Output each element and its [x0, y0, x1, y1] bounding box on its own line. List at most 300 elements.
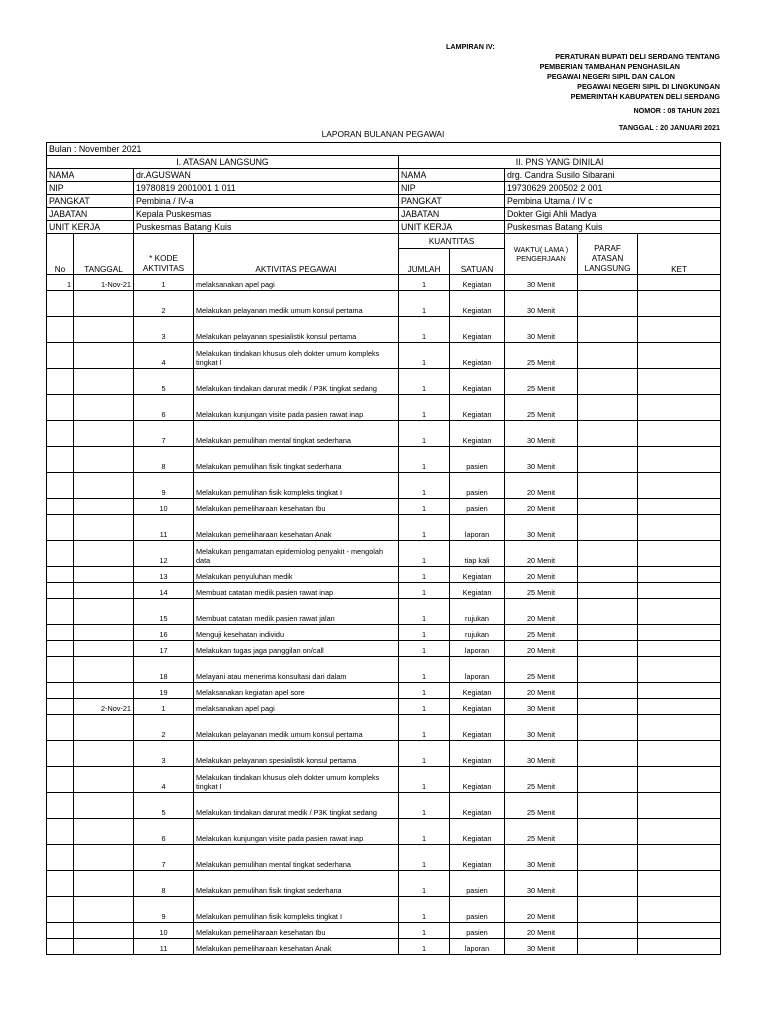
row-paraf	[578, 515, 638, 541]
row-waktu: 30 Menit	[505, 871, 578, 897]
row-satuan: pasien	[450, 923, 505, 939]
row-paraf	[578, 683, 638, 699]
regulation-line: PEGAWAI NEGERI SIPIL DAN CALON	[546, 72, 675, 81]
row-satuan: laporan	[450, 641, 505, 657]
table-row	[47, 599, 721, 625]
regulation-line: PEMERINTAH KABUPATEN DELI SERDANG	[570, 92, 720, 101]
row-satuan: Kegiatan	[450, 793, 505, 819]
row-no	[47, 819, 74, 845]
row-no	[47, 845, 74, 871]
table-row	[47, 793, 721, 819]
row-aktivitas: melaksanakan apel pagi	[194, 275, 399, 291]
row-ket	[638, 291, 721, 317]
row-kode: 16	[134, 625, 194, 641]
row-paraf	[578, 567, 638, 583]
table-row	[47, 923, 721, 939]
row-paraf	[578, 473, 638, 499]
row-satuan: laporan	[450, 657, 505, 683]
table-row	[47, 317, 721, 343]
row-waktu: 30 Menit	[505, 291, 578, 317]
info-row	[47, 221, 721, 234]
atasan-field-label: NAMA	[47, 169, 134, 182]
regulation-line: PERATURAN BUPATI DELI SERDANG TENTANG	[555, 52, 720, 61]
row-no	[47, 897, 74, 923]
row-satuan: Kegiatan	[450, 819, 505, 845]
regulation-nomor: NOMOR : 08 TAHUN 2021	[633, 106, 720, 115]
table-row	[47, 939, 721, 955]
row-no	[47, 641, 74, 657]
pns-field-value: Puskesmas Batang Kuis	[505, 221, 721, 234]
row-jumlah: 1	[399, 343, 450, 369]
row-tanggal	[74, 395, 134, 421]
row-kode: 11	[134, 939, 194, 955]
row-jumlah: 1	[399, 923, 450, 939]
row-aktivitas: Melakukan tindakan khusus oleh dokter umum kompleks tingkat I	[194, 343, 399, 369]
row-satuan: Kegiatan	[450, 741, 505, 767]
row-kode: 17	[134, 641, 194, 657]
row-tanggal	[74, 583, 134, 599]
row-ket	[638, 939, 721, 955]
row-paraf	[578, 641, 638, 657]
row-tanggal	[74, 343, 134, 369]
row-waktu: 25 Menit	[505, 657, 578, 683]
row-satuan: Kegiatan	[450, 767, 505, 793]
row-aktivitas: Melakukan pemulihan mental tingkat sederhana	[194, 421, 399, 447]
row-waktu: 30 Menit	[505, 515, 578, 541]
row-paraf	[578, 583, 638, 599]
row-aktivitas: melaksanakan apel pagi	[194, 699, 399, 715]
row-ket	[638, 625, 721, 641]
lampiran-label: LAMPIRAN IV:	[446, 42, 495, 51]
atasan-field-value: Kepala Puskesmas	[134, 208, 399, 221]
row-satuan: Kegiatan	[450, 291, 505, 317]
row-aktivitas: Melakukan pelayanan spesialistik konsul pertama	[194, 741, 399, 767]
row-waktu: 20 Menit	[505, 541, 578, 567]
table-row	[47, 369, 721, 395]
row-jumlah: 1	[399, 939, 450, 955]
row-kode: 7	[134, 845, 194, 871]
row-paraf	[578, 845, 638, 871]
row-ket	[638, 275, 721, 291]
row-waktu: 25 Menit	[505, 767, 578, 793]
row-paraf	[578, 343, 638, 369]
row-satuan: Kegiatan	[450, 567, 505, 583]
row-ket	[638, 567, 721, 583]
row-aktivitas: Melakukan pemulihan fisik kompleks tingkat I	[194, 473, 399, 499]
row-no	[47, 767, 74, 793]
row-tanggal	[74, 317, 134, 343]
row-paraf	[578, 421, 638, 447]
row-jumlah: 1	[399, 625, 450, 641]
row-satuan: pasien	[450, 871, 505, 897]
row-tanggal	[74, 657, 134, 683]
row-waktu: 30 Menit	[505, 741, 578, 767]
row-jumlah: 1	[399, 683, 450, 699]
row-no	[47, 317, 74, 343]
row-jumlah: 1	[399, 897, 450, 923]
row-jumlah: 1	[399, 499, 450, 515]
row-kode: 5	[134, 369, 194, 395]
row-jumlah: 1	[399, 473, 450, 499]
row-paraf	[578, 499, 638, 515]
row-waktu: 25 Menit	[505, 793, 578, 819]
row-jumlah: 1	[399, 583, 450, 599]
table-row	[47, 871, 721, 897]
pns-field-label: JABATAN	[399, 208, 505, 221]
row-waktu: 30 Menit	[505, 699, 578, 715]
row-satuan: Kegiatan	[450, 683, 505, 699]
row-no	[47, 939, 74, 955]
row-paraf	[578, 369, 638, 395]
row-tanggal: 2-Nov-21	[74, 699, 134, 715]
row-paraf	[578, 395, 638, 421]
row-satuan: Kegiatan	[450, 845, 505, 871]
row-tanggal	[74, 897, 134, 923]
regulation-tanggal: TANGGAL : 20 JANUARI 2021	[618, 123, 720, 132]
row-waktu: 25 Menit	[505, 369, 578, 395]
row-ket	[638, 515, 721, 541]
row-ket	[638, 395, 721, 421]
pns-field-label: NIP	[399, 182, 505, 195]
row-kode: 7	[134, 421, 194, 447]
row-ket	[638, 541, 721, 567]
row-kode: 6	[134, 395, 194, 421]
row-kode: 18	[134, 657, 194, 683]
row-tanggal	[74, 793, 134, 819]
table-row	[47, 767, 721, 793]
row-aktivitas: Melakukan tindakan darurat medik / P3K tingkat sedang	[194, 793, 399, 819]
row-jumlah: 1	[399, 715, 450, 741]
pns-field-value: Dokter Gigi Ahli Madya	[505, 208, 721, 221]
info-row	[47, 195, 721, 208]
row-aktivitas: Melakukan pemeliharaan kesehatan Anak	[194, 939, 399, 955]
atasan-field-label: NIP	[47, 182, 134, 195]
row-paraf	[578, 599, 638, 625]
atasan-field-label: PANGKAT	[47, 195, 134, 208]
table-row	[47, 657, 721, 683]
row-tanggal	[74, 819, 134, 845]
row-tanggal	[74, 515, 134, 541]
row-ket	[638, 343, 721, 369]
row-no	[47, 421, 74, 447]
row-tanggal	[74, 567, 134, 583]
row-ket	[638, 599, 721, 625]
row-ket	[638, 473, 721, 499]
table-row	[47, 641, 721, 657]
row-kode: 2	[134, 291, 194, 317]
row-kode: 5	[134, 793, 194, 819]
row-tanggal	[74, 599, 134, 625]
regulation-line: PEMBERIAN TAMBAHAN PENGHASILAN	[539, 62, 680, 71]
row-aktivitas: Melakukan tindakan khusus oleh dokter umum kompleks tingkat I	[194, 767, 399, 793]
row-aktivitas: Melakukan pemulihan fisik tingkat sederhana	[194, 447, 399, 473]
row-tanggal	[74, 541, 134, 567]
row-tanggal	[74, 741, 134, 767]
row-paraf	[578, 819, 638, 845]
row-paraf	[578, 715, 638, 741]
info-row	[47, 182, 721, 195]
row-ket	[638, 923, 721, 939]
row-no	[47, 447, 74, 473]
row-tanggal	[74, 939, 134, 955]
bulan-cell: Bulan : November 2021	[47, 143, 721, 156]
row-aktivitas: Melakukan pemulihan mental tingkat sederhana	[194, 845, 399, 871]
row-aktivitas: Melakukan pemeliharaan kesehatan Anak	[194, 515, 399, 541]
table-row	[47, 447, 721, 473]
row-ket	[638, 369, 721, 395]
atasan-field-value: dr.AGUSWAN	[134, 169, 399, 182]
row-waktu: 30 Menit	[505, 421, 578, 447]
row-no: 1	[47, 275, 74, 291]
row-paraf	[578, 541, 638, 567]
row-paraf	[578, 699, 638, 715]
row-tanggal	[74, 447, 134, 473]
row-aktivitas: Melakukan pengamatan epidemiolog penyakit - mengolah data	[194, 541, 399, 567]
row-aktivitas: Membuat catatan medik pasien rawat inap	[194, 583, 399, 599]
row-aktivitas: Melakukan kunjungan visite pada pasien rawat inap	[194, 819, 399, 845]
table-row	[47, 625, 721, 641]
row-aktivitas: Melakukan pelayanan medik umum konsul pertama	[194, 291, 399, 317]
regulation-header	[508, 52, 720, 133]
row-tanggal	[74, 499, 134, 515]
row-kode: 9	[134, 473, 194, 499]
row-aktivitas: Melakukan pemeliharaan kesehatan Ibu	[194, 499, 399, 515]
row-kode: 8	[134, 447, 194, 473]
row-jumlah: 1	[399, 741, 450, 767]
row-tanggal	[74, 473, 134, 499]
row-ket	[638, 819, 721, 845]
row-jumlah: 1	[399, 421, 450, 447]
row-jumlah: 1	[399, 767, 450, 793]
row-ket	[638, 499, 721, 515]
table-row	[47, 583, 721, 599]
col-ket: KET	[638, 234, 721, 275]
row-jumlah: 1	[399, 793, 450, 819]
atasan-field-value: Pembina / IV-a	[134, 195, 399, 208]
row-jumlah: 1	[399, 641, 450, 657]
row-jumlah: 1	[399, 447, 450, 473]
pns-section-title: II. PNS YANG DINILAI	[399, 156, 721, 169]
row-tanggal	[74, 641, 134, 657]
table-row	[47, 343, 721, 369]
table-row	[47, 275, 721, 291]
row-ket	[638, 767, 721, 793]
row-waktu: 20 Menit	[505, 473, 578, 499]
pns-field-value: Pembina Utama / IV c	[505, 195, 721, 208]
row-tanggal	[74, 369, 134, 395]
row-waktu: 20 Menit	[505, 683, 578, 699]
row-tanggal: 1-Nov-21	[74, 275, 134, 291]
row-kode: 14	[134, 583, 194, 599]
pns-field-label: NAMA	[399, 169, 505, 182]
row-ket	[638, 871, 721, 897]
row-no	[47, 499, 74, 515]
row-no	[47, 871, 74, 897]
row-no	[47, 741, 74, 767]
row-kode: 10	[134, 499, 194, 515]
row-waktu: 20 Menit	[505, 923, 578, 939]
col-paraf: PARAF ATASAN LANGSUNG	[578, 234, 638, 275]
table-row	[47, 515, 721, 541]
col-aktivitas: AKTIVITAS PEGAWAI	[194, 234, 399, 275]
row-jumlah: 1	[399, 871, 450, 897]
row-paraf	[578, 923, 638, 939]
row-kode: 3	[134, 317, 194, 343]
row-no	[47, 793, 74, 819]
row-kode: 1	[134, 275, 194, 291]
row-paraf	[578, 657, 638, 683]
row-waktu: 20 Menit	[505, 599, 578, 625]
row-tanggal	[74, 421, 134, 447]
row-waktu: 25 Menit	[505, 395, 578, 421]
row-tanggal	[74, 767, 134, 793]
row-aktivitas: Melakukan pemulihan fisik tingkat sederhana	[194, 871, 399, 897]
row-satuan: Kegiatan	[450, 343, 505, 369]
row-kode: 4	[134, 343, 194, 369]
atasan-field-label: UNIT KERJA	[47, 221, 134, 234]
atasan-section-title: I. ATASAN LANGSUNG	[47, 156, 399, 169]
row-satuan: pasien	[450, 447, 505, 473]
row-waktu: 25 Menit	[505, 819, 578, 845]
row-ket	[638, 793, 721, 819]
row-ket	[638, 683, 721, 699]
row-jumlah: 1	[399, 291, 450, 317]
row-satuan: Kegiatan	[450, 699, 505, 715]
row-satuan: pasien	[450, 499, 505, 515]
row-kode: 13	[134, 567, 194, 583]
row-jumlah: 1	[399, 845, 450, 871]
row-waktu: 25 Menit	[505, 583, 578, 599]
row-aktivitas: Melakukan pemulihan fisik kompleks tingkat I	[194, 897, 399, 923]
row-waktu: 20 Menit	[505, 567, 578, 583]
pns-field-label: PANGKAT	[399, 195, 505, 208]
report-table	[46, 142, 721, 955]
row-waktu: 30 Menit	[505, 317, 578, 343]
row-satuan: laporan	[450, 515, 505, 541]
regulation-line: PEGAWAI NEGERI SIPIL DI LINGKUNGAN	[577, 82, 720, 91]
pns-field-value: drg. Candra Susilo Sibarani	[505, 169, 721, 182]
col-no: No	[47, 234, 74, 275]
col-waktu: WAKTU( LAMA ) PENGERJAAN	[505, 234, 578, 275]
row-paraf	[578, 897, 638, 923]
row-satuan: Kegiatan	[450, 317, 505, 343]
row-satuan: rujukan	[450, 599, 505, 625]
row-aktivitas: Melakukan kunjungan visite pada pasien rawat inap	[194, 395, 399, 421]
row-tanggal	[74, 291, 134, 317]
row-satuan: Kegiatan	[450, 583, 505, 599]
row-no	[47, 541, 74, 567]
table-row	[47, 699, 721, 715]
col-jumlah: JUMLAH	[399, 249, 450, 275]
row-jumlah: 1	[399, 657, 450, 683]
atasan-field-value: Puskesmas Batang Kuis	[134, 221, 399, 234]
row-ket	[638, 699, 721, 715]
row-aktivitas: Menguji kesehatan individu	[194, 625, 399, 641]
row-jumlah: 1	[399, 515, 450, 541]
row-jumlah: 1	[399, 819, 450, 845]
row-waktu: 20 Menit	[505, 641, 578, 657]
row-jumlah: 1	[399, 395, 450, 421]
row-no	[47, 291, 74, 317]
row-paraf	[578, 275, 638, 291]
row-tanggal	[74, 625, 134, 641]
table-row	[47, 683, 721, 699]
info-row	[47, 169, 721, 182]
col-kode: * KODE AKTIVITAS	[134, 234, 194, 275]
row-ket	[638, 641, 721, 657]
row-no	[47, 515, 74, 541]
col-satuan: SATUAN	[450, 249, 505, 275]
column-header-row	[47, 234, 721, 249]
row-tanggal	[74, 871, 134, 897]
row-waktu: 25 Menit	[505, 343, 578, 369]
row-paraf	[578, 625, 638, 641]
table-row	[47, 897, 721, 923]
row-paraf	[578, 939, 638, 955]
row-no	[47, 715, 74, 741]
row-kode: 12	[134, 541, 194, 567]
row-jumlah: 1	[399, 369, 450, 395]
row-kode: 6	[134, 819, 194, 845]
row-jumlah: 1	[399, 275, 450, 291]
row-no	[47, 369, 74, 395]
row-ket	[638, 657, 721, 683]
row-kode: 11	[134, 515, 194, 541]
table-row	[47, 845, 721, 871]
row-jumlah: 1	[399, 317, 450, 343]
row-ket	[638, 421, 721, 447]
row-waktu: 30 Menit	[505, 845, 578, 871]
pns-field-value: 19730629 200502 2 001	[505, 182, 721, 195]
row-no	[47, 683, 74, 699]
atasan-field-label: JABATAN	[47, 208, 134, 221]
table-row	[47, 819, 721, 845]
row-satuan: pasien	[450, 473, 505, 499]
table-row	[47, 395, 721, 421]
row-waktu: 30 Menit	[505, 447, 578, 473]
table-row	[47, 541, 721, 567]
row-no	[47, 395, 74, 421]
row-kode: 2	[134, 715, 194, 741]
table-row	[47, 567, 721, 583]
row-jumlah: 1	[399, 599, 450, 625]
row-waktu: 30 Menit	[505, 275, 578, 291]
row-kode: 1	[134, 699, 194, 715]
pns-field-label: UNIT KERJA	[399, 221, 505, 234]
row-no	[47, 583, 74, 599]
row-waktu: 20 Menit	[505, 499, 578, 515]
row-ket	[638, 897, 721, 923]
row-aktivitas: Melakukan pemeliharaan kesehatan Ibu	[194, 923, 399, 939]
row-satuan: Kegiatan	[450, 421, 505, 447]
table-row	[47, 715, 721, 741]
row-aktivitas: Melayani atau menerima konsultasi dari dalam	[194, 657, 399, 683]
row-jumlah: 1	[399, 567, 450, 583]
row-tanggal	[74, 845, 134, 871]
row-aktivitas: Melakukan penyuluhan medik	[194, 567, 399, 583]
row-aktivitas: Melakukan tindakan darurat medik / P3K tingkat sedang	[194, 369, 399, 395]
row-kode: 4	[134, 767, 194, 793]
row-satuan: tiap kali	[450, 541, 505, 567]
table-row	[47, 499, 721, 515]
row-waktu: 30 Menit	[505, 715, 578, 741]
row-satuan: Kegiatan	[450, 715, 505, 741]
col-tanggal: TANGGAL	[74, 234, 134, 275]
row-aktivitas: Membuat catatan medik pasien rawat jalan	[194, 599, 399, 625]
row-kode: 15	[134, 599, 194, 625]
row-kode: 3	[134, 741, 194, 767]
row-tanggal	[74, 923, 134, 939]
